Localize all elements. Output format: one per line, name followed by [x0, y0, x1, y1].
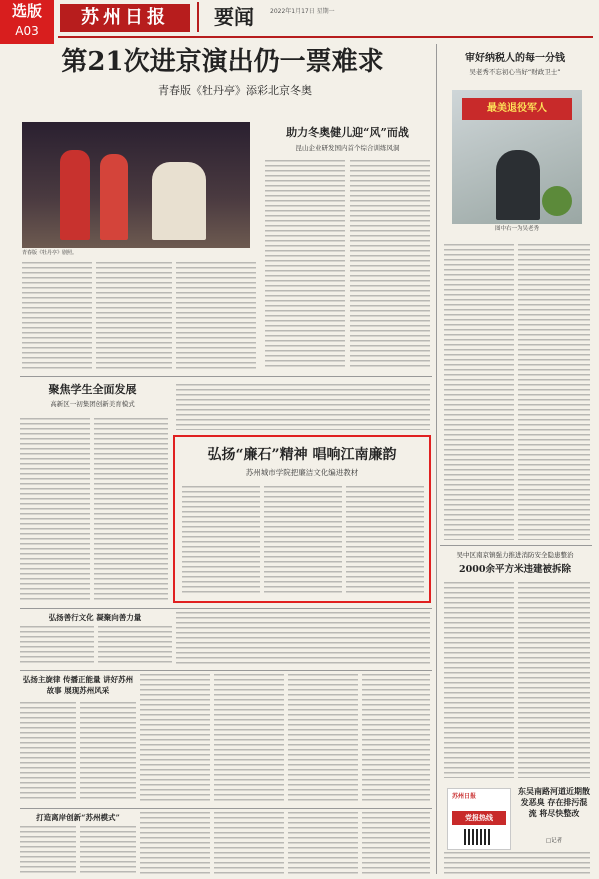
- article-subtitle: 昆山企业研发国内首个综合训练风洞: [295, 144, 400, 152]
- plant-figure: [542, 186, 572, 216]
- lead-subhead: 青春版《牡丹亭》添彩北京冬奥: [158, 84, 312, 97]
- lead-headline[interactable]: 第21次进京演出仍一票难求: [61, 47, 384, 77]
- article-body: [265, 160, 345, 370]
- article-body: [444, 244, 514, 540]
- feature-title[interactable]: 弘扬“廉石”精神 唱响江南廉韵: [207, 447, 397, 463]
- article-body: [176, 384, 430, 430]
- article-body: [444, 582, 514, 778]
- ad-title: 苏州日报: [452, 793, 477, 800]
- article-body: [96, 262, 172, 370]
- article-body: [214, 812, 284, 874]
- article-body: [22, 262, 92, 370]
- article-body: [176, 612, 430, 666]
- article-body: [518, 244, 590, 540]
- article-body: [20, 418, 90, 602]
- edition-label: 选版: [11, 2, 42, 20]
- section-title: 要闻: [197, 2, 269, 32]
- article-title[interactable]: 打造离岸创新“苏州模式”: [36, 813, 120, 822]
- article-body: [140, 812, 210, 874]
- article-body: [98, 626, 172, 666]
- article-body: [264, 486, 342, 594]
- article-body: [94, 418, 168, 602]
- photo-caption: 图中右一为吴老秀: [494, 226, 539, 232]
- performer-figure: [152, 162, 206, 240]
- photo-caption: 青春版《牡丹亭》剧照。: [22, 250, 78, 256]
- article-body: [444, 852, 590, 874]
- person-figure: [496, 150, 540, 220]
- article-kicker: 吴中区南京镇强力推进消防安全隐患整治: [456, 551, 574, 559]
- article-body: [518, 582, 590, 778]
- article-title[interactable]: 聚焦学生全面发展: [48, 383, 137, 396]
- article-body: [176, 262, 256, 370]
- section-rule: [20, 376, 432, 377]
- section-rule: [20, 608, 432, 609]
- masthead-rule: [58, 36, 593, 38]
- article-body: [288, 674, 358, 802]
- article-body: [362, 674, 430, 802]
- article-photo[interactable]: [452, 90, 582, 224]
- article-body: [80, 826, 136, 874]
- article-title[interactable]: 助力冬奥健儿迎“风”而战: [286, 126, 409, 139]
- article-title[interactable]: 2000余平方米违建被拆除: [459, 564, 571, 575]
- article-title[interactable]: 审好纳税人的每一分钱: [465, 53, 565, 64]
- column-divider: [436, 44, 437, 874]
- article-title[interactable]: 弘扬主旋律 传播正能量 讲好苏州故事 展现苏州风采: [22, 675, 134, 695]
- article-body: [20, 626, 94, 666]
- dateline: 2022年1月17日 星期一: [270, 8, 335, 15]
- article-body: [20, 826, 76, 874]
- feature-subtitle: 苏州城市学院把廉洁文化编进教材: [245, 468, 359, 477]
- article-body: [288, 812, 358, 874]
- article-body: [182, 486, 260, 594]
- byline: □记者: [545, 838, 563, 844]
- masthead-logo: 苏州日报: [60, 4, 190, 32]
- article-body: [140, 674, 210, 802]
- article-body: [362, 812, 430, 874]
- section-rule: [20, 670, 432, 671]
- article-body: [80, 702, 136, 802]
- article-title[interactable]: 东吴南路河道近期散发恶臭 存在排污混流 将尽快整改: [518, 786, 590, 818]
- section-rule: [20, 808, 432, 809]
- article-body: [20, 702, 76, 802]
- performer-figure: [60, 150, 90, 240]
- lead-photo[interactable]: [22, 122, 250, 248]
- edition-badge: [0, 0, 54, 44]
- article-subtitle: 高新区一初集团创新美育模式: [50, 400, 135, 408]
- qr-code-icon: [464, 829, 492, 845]
- article-body: [350, 160, 430, 370]
- ad-button[interactable]: 党报热线: [452, 811, 506, 825]
- performer-figure: [100, 154, 128, 240]
- page-number: A03: [15, 24, 39, 38]
- article-body: [214, 674, 284, 802]
- article-body: [346, 486, 424, 594]
- article-subtitle: 吴老秀不忘初心当好“财政卫士”: [469, 68, 561, 76]
- article-title[interactable]: 弘扬善行文化 凝聚向善力量: [48, 613, 142, 622]
- section-rule: [440, 545, 592, 546]
- photo-banner: 最美退役军人: [462, 98, 572, 120]
- hotline-ad[interactable]: [447, 788, 511, 850]
